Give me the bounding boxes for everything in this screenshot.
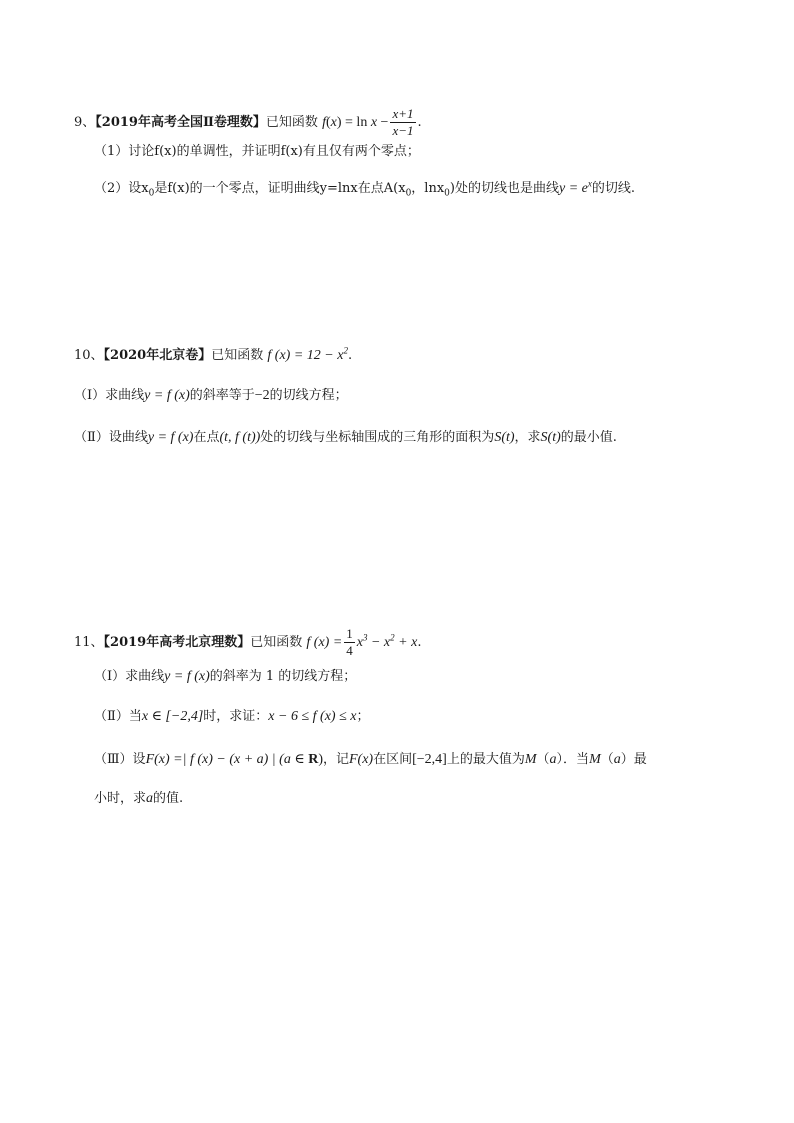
q9-number: 9、 (74, 114, 96, 130)
q10-source: 【2020年北京卷】 (103, 348, 212, 363)
q9-part2: （2）设$x_0$是f(x)的一个零点，证明曲线y=lnx在点$A(x_0$，lnx$_0$)处的切线也是曲线$y = e^x$的切线. (94, 178, 635, 199)
q9-stem: 9、【2019年高考全国Ⅱ卷理数】已知函数 f(x) = ln x − $\frac{x+1}{x-1}$ . (74, 106, 422, 139)
q10-number: 10、 (74, 348, 104, 363)
q11-source: 【2019年高考北京理数】 (103, 634, 251, 650)
q11-F-def: F(x) =| f (x) − (x + a) | (a ∈ R) (145, 752, 323, 767)
q11-part1: （Ⅰ）求曲线y = f (x)的斜率为 1 的切线方程； (94, 669, 357, 684)
q9-fraction: $\frac{x+1}{x-1}$ (392, 106, 414, 139)
q10-part1: （Ⅰ）求曲线y = f (x)的斜率等于−2的切线方程； (74, 388, 348, 403)
q11-stem: 11、【2019年高考北京理数】已知函数 f (x) = $\frac{1}{4}$ $x^3 - x^2 + x$. (74, 626, 422, 659)
q9-exp-curve: $y = e^x$ (558, 178, 592, 196)
q11-part3: （Ⅲ）设F(x) =| f (x) − (x + a) | (a ∈ R)，记F(x)在区间[−2,4]上的最大值为M（a）．当M（a）最 (94, 752, 647, 767)
q11-part2: （Ⅱ）当x ∈ [−2,4]时，求证：x − 6 ≤ f (x) ≤ x； (94, 709, 370, 724)
q11-part3-cont: 小时，求a的值. (94, 791, 184, 806)
q11-formula: f (x) = $\frac{1}{4}$ $x^3 - x^2 + x$ (306, 626, 418, 659)
q9-source: 【2019年高考全国Ⅱ卷理数】 (95, 114, 266, 130)
q10-part2: （Ⅱ）设曲线y = f (x)在点(t, f (t))处的切线与坐标轴围成的三角形的面积为S(t)，求S(t)的最小值. (74, 430, 617, 445)
q10-formula: f $(x) = 12 - x^2$ (267, 345, 348, 363)
q11-number: 11、 (74, 634, 104, 650)
q10-stem: 10、【2020年北京卷】已知函数 f $(x) = 12 - x^2$. (74, 345, 353, 363)
q11-fraction: $\frac{1}{4}$ (346, 626, 353, 659)
q9-intro: 已知函数 (265, 114, 318, 130)
q9-part1: （1）讨论f(x)的单调性，并证明f(x)有且仅有两个零点； (94, 144, 420, 159)
q9-formula: f(x) = ln x − $\frac{x+1}{x-1}$ (322, 106, 414, 139)
